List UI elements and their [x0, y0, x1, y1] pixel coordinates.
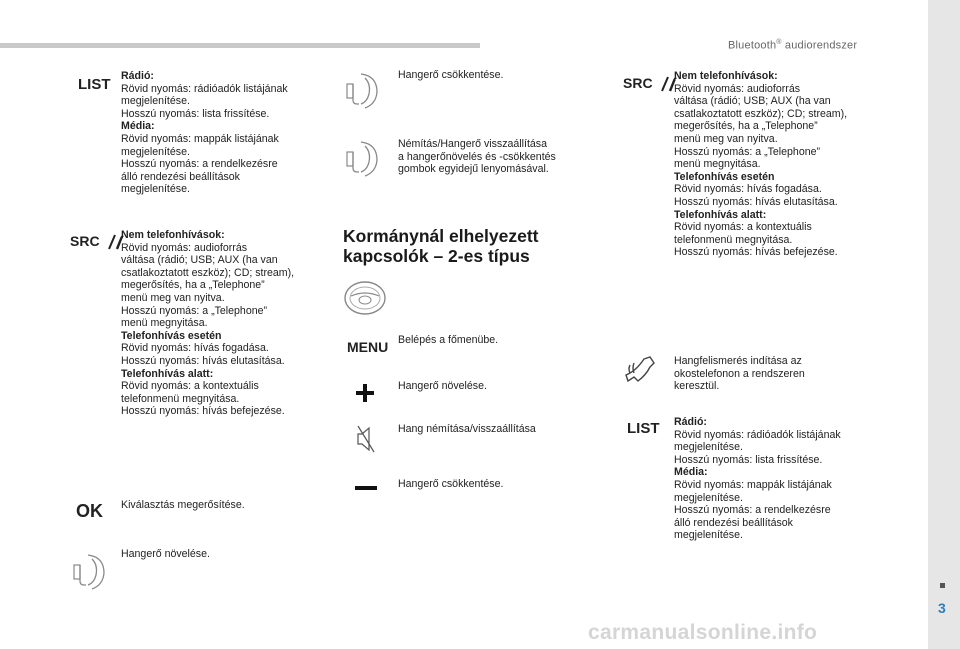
- text-line: Rövid nyomás: hívás fogadása.: [121, 342, 269, 355]
- text-line: Telefonhívás esetén: [674, 170, 775, 183]
- page-edge-tab: [928, 0, 960, 649]
- text-line: gombok egyidejű lenyomásával.: [398, 163, 549, 176]
- voice-description: [674, 355, 874, 393]
- vol-up-text: Hangerő növelése.: [121, 548, 210, 560]
- ok-button-label: OK: [76, 501, 103, 521]
- registered-mark: ®: [776, 39, 782, 46]
- text-line: váltása (rádió; USB; AUX (ha van: [674, 95, 831, 108]
- section-title-line2: kapcsolók – 2-es típus: [343, 246, 530, 266]
- text-line: menü megnyitása.: [674, 158, 761, 171]
- section-title: [343, 226, 583, 266]
- text-line: Hosszú nyomás: hívás befejezése.: [674, 246, 838, 259]
- text-line: Telefonhívás esetén: [121, 329, 222, 342]
- plus-description: [398, 380, 598, 393]
- text-line: Média:: [674, 466, 708, 479]
- text-line: Rövid nyomás: a kontextuális: [121, 380, 259, 393]
- vol-down-description: [398, 69, 598, 82]
- menu-button-label: MENU: [347, 339, 389, 355]
- watermark: carmanualsonline.info: [588, 621, 818, 644]
- menu-description: [398, 334, 598, 347]
- text-line: Rövid nyomás: mappák listájának: [121, 132, 279, 145]
- minus-icon: [355, 486, 377, 492]
- page-number: 3: [938, 600, 946, 616]
- text-line: megjelenítése.: [121, 183, 190, 196]
- src-description: [121, 229, 321, 418]
- src-button-label-right: SRC: [623, 75, 653, 91]
- ok-text: Kiválasztás megerősítése.: [121, 499, 245, 511]
- list-description: [121, 70, 321, 196]
- text-line: csatlakoztatott eszköz); CD; stream),: [121, 266, 295, 279]
- text-line: Rádió:: [121, 70, 154, 82]
- text-line: Rövid nyomás: rádióadók listájának: [121, 82, 288, 95]
- text-line: Rövid nyomás: audioforrás: [674, 82, 801, 95]
- text-line: telefonmenü megnyitása.: [121, 392, 240, 405]
- text-line: Némítás/Hangerő visszaállítása: [398, 138, 547, 150]
- menu-text: Belépés a főmenübe.: [398, 334, 499, 346]
- text-line: Hosszú nyomás: a „Telephone”: [121, 304, 268, 317]
- text-line: Média:: [121, 120, 155, 133]
- text-line: Hosszú nyomás: a rendelkezésre: [121, 158, 278, 171]
- text-line: megerősítés, ha a „Telephone”: [674, 120, 818, 133]
- voice-recognition-icon: [624, 355, 658, 389]
- text-line: Rövid nyomás: rádióadók listájának: [674, 428, 841, 441]
- minus-text: Hangerő csökkentése.: [398, 478, 504, 490]
- list-button-label: LIST: [78, 76, 111, 93]
- plus-icon: [355, 383, 375, 403]
- text-line: menü meg van nyitva.: [674, 132, 778, 145]
- vol-down-text: Hangerő csökkentése.: [398, 69, 504, 81]
- text-line: megjelenítése.: [121, 95, 190, 108]
- header-rule: [0, 43, 480, 48]
- text-line: Hangfelismerés indítása az: [674, 355, 802, 367]
- minus-description: [398, 478, 598, 491]
- mute-speaker-icon: [356, 424, 376, 454]
- text-line: megjelenítése.: [674, 529, 743, 542]
- text-line: Rádió:: [674, 416, 707, 428]
- text-line: Hosszú nyomás: hívás elutasítása.: [674, 195, 838, 208]
- src-button-label: SRC: [70, 233, 100, 249]
- text-line: Rövid nyomás: mappák listájának: [674, 478, 832, 491]
- steering-mute-icon: [343, 138, 383, 178]
- text-line: váltása (rádió; USB; AUX (ha van: [121, 254, 278, 267]
- ok-description: [121, 499, 321, 512]
- text-line: Telefonhívás alatt:: [674, 208, 767, 221]
- text-line: Hosszú nyomás: a rendelkezésre: [674, 504, 831, 517]
- list-button-label-right: LIST: [627, 420, 660, 437]
- text-line: a hangerőnövelés és -csökkentés: [398, 150, 556, 163]
- text-line: Rövid nyomás: a kontextuális: [674, 221, 812, 234]
- text-line: telefonmenü megnyitása.: [674, 233, 793, 246]
- chapter-title: [728, 39, 857, 52]
- text-line: Nem telefonhívások:: [121, 229, 225, 241]
- text-line: Nem telefonhívások:: [674, 70, 778, 82]
- text-line: menü meg van nyitva.: [121, 291, 225, 304]
- text-line: Hosszú nyomás: a „Telephone”: [674, 145, 821, 158]
- text-line: okostelefonon a rendszeren: [674, 367, 805, 380]
- text-line: álló rendezési beállítások: [674, 516, 793, 529]
- chapter-title-main: Bluetooth: [728, 39, 777, 52]
- text-line: álló rendezési beállítások: [121, 170, 240, 183]
- text-line: megjelenítése.: [121, 145, 190, 158]
- text-line: megerősítés, ha a „Telephone”: [121, 279, 265, 292]
- mute2-text: Hang némítása/visszaállítása: [398, 423, 536, 435]
- text-line: megjelenítése.: [674, 491, 743, 504]
- text-line: Hosszú nyomás: lista frissítése.: [121, 107, 270, 120]
- src-button-icon: [70, 233, 100, 251]
- mute-description: [398, 138, 598, 176]
- steering-volume-up-icon: [70, 551, 110, 591]
- text-line: megjelenítése.: [674, 441, 743, 454]
- steering-wheel-icon: [343, 280, 387, 316]
- plus-text: Hangerő növelése.: [398, 380, 487, 392]
- section-title-line1: Kormánynál elhelyezett: [343, 226, 539, 246]
- text-line: Telefonhívás alatt:: [121, 367, 214, 380]
- vol-up-description: [121, 548, 321, 561]
- mute2-description: [398, 423, 598, 436]
- steering-volume-down-icon: [343, 70, 383, 110]
- text-line: menü megnyitása.: [121, 317, 208, 330]
- text-line: csatlakoztatott eszköz); CD; stream),: [674, 107, 848, 120]
- page-marker: [940, 583, 945, 588]
- text-line: Hosszú nyomás: hívás elutasítása.: [121, 354, 285, 367]
- text-line: Rövid nyomás: hívás fogadása.: [674, 183, 822, 196]
- chapter-title-rest: audiorendszer: [781, 39, 858, 52]
- text-line: Hosszú nyomás: hívás befejezése.: [121, 405, 285, 418]
- text-line: Rövid nyomás: audioforrás: [121, 241, 248, 254]
- text-line: Hosszú nyomás: lista frissítése.: [674, 453, 823, 466]
- src-button-icon-right: [623, 75, 653, 93]
- text-line: keresztül.: [674, 380, 720, 393]
- src-description-right: [674, 70, 874, 259]
- list-description-right: [674, 416, 874, 542]
